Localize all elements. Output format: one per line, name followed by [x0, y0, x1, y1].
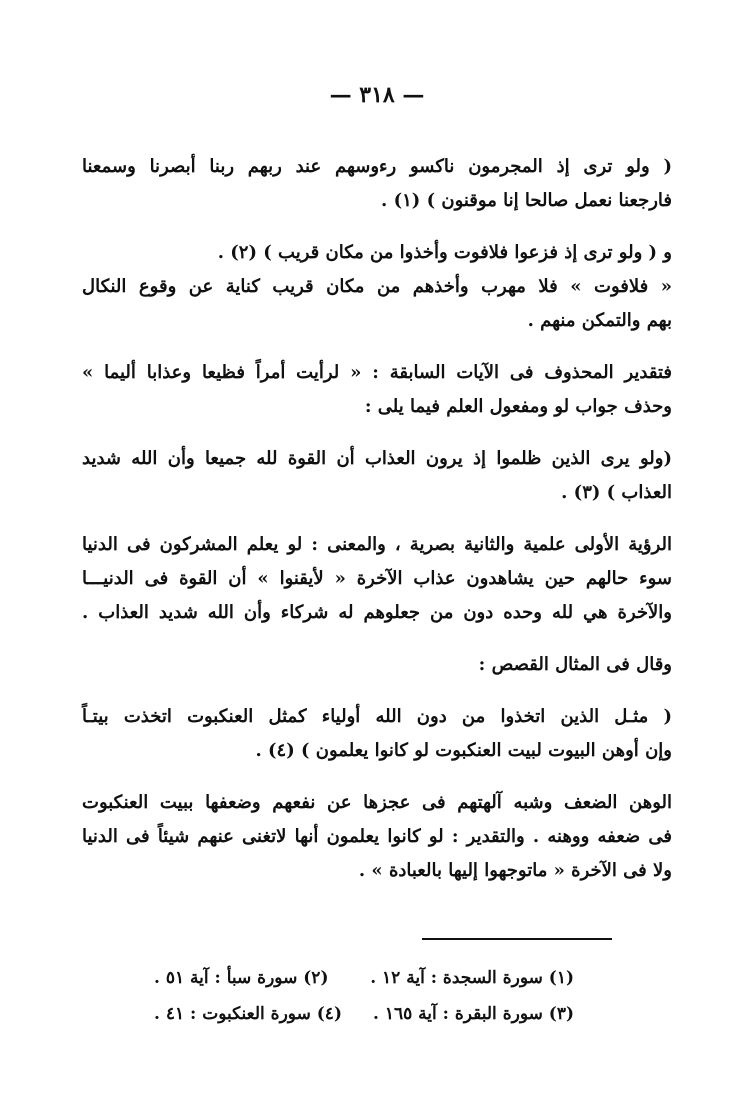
text-line: وإن أوهن البيوت لبيت العنكبوت لو كانوا يعلمون ) (٤) . — [255, 740, 672, 761]
text-line: ولا فى الآخرة « ماتوجهوا إليها بالعبادة » . — [358, 860, 672, 881]
text-line: والآخرة هي لله وحده دون من جعلوهم له شركاء وأن الله شديد العذاب . — [82, 602, 672, 623]
text-line: سوء حالهم حين يشاهدون عذاب الآخرة « لأيقنوا » أن القوة فى الدنيـــا — [82, 568, 672, 589]
text-line: فارجعنا نعمل صالحا إنا موقنون ) (١) . — [381, 190, 672, 211]
text-line: العذاب ) (٣) . — [561, 482, 672, 503]
section-heading: وقال فى المثال القصص : — [478, 654, 672, 675]
text-line: « فلافوت » فلا مهرب وأخذهم من مكان قريب كناية عن وقوع النكال — [82, 276, 672, 297]
text-line: وحذف جواب لو ومفعول العلم فيما يلى : — [364, 396, 672, 417]
footnote: (١) سورة السجدة : آية ١٢ . — [370, 968, 574, 988]
footnotes — [154, 960, 574, 1032]
page-number: — ٣١٨ — — [329, 82, 425, 108]
text-line: الوهن الضعف وشبه آلهتهم فى عجزها عن نفعهم وضعفها ببيت العنكبوت — [82, 792, 672, 813]
text-line: ( ولو ترى إذ المجرمون ناكسو رءوسهم عند ربهم ربنا أبصرنا وسمعنا — [82, 156, 672, 177]
text-line: ( مثـل الذين اتخذوا من دون الله أولياء كمثل العنكبوت اتخذت بيتـاً — [82, 706, 672, 727]
text-line: فتقدير المحذوف فى الآيات السابقة : « لرأيت أمراً فظيعا وعذابا أليما » — [82, 362, 672, 383]
footnote: (٢) سورة سبأ : آية ٥١ . — [154, 968, 329, 988]
text-line: الرؤية الأولى علمية والثانية بصرية ، والمعنى : لو يعلم المشركون فى الدنيا — [82, 534, 672, 555]
text-line: و ( ولو ترى إذ فزعوا فلافوت وأخذوا من مكان قريب ) (٢) . — [217, 242, 672, 263]
text-line: فى ضعفه ووهنه . والتقدير : لو كانوا يعلمون أنها لاتغنى عنهم شيئاً فى الدنيا — [82, 826, 672, 847]
text-line: بهم والتمكن منهم . — [527, 310, 672, 331]
page-body — [82, 150, 672, 888]
footnote: (٣) سورة البقرة : آية ١٦٥ . — [373, 1004, 574, 1024]
footnote: (٤) سورة العنكبوت : ٤١ . — [154, 1004, 342, 1024]
text-line: (ولو يرى الذين ظلموا إذ يرون العذاب أن القوة لله جميعا وأن الله شديد — [82, 448, 672, 469]
footnote-divider — [422, 938, 612, 940]
